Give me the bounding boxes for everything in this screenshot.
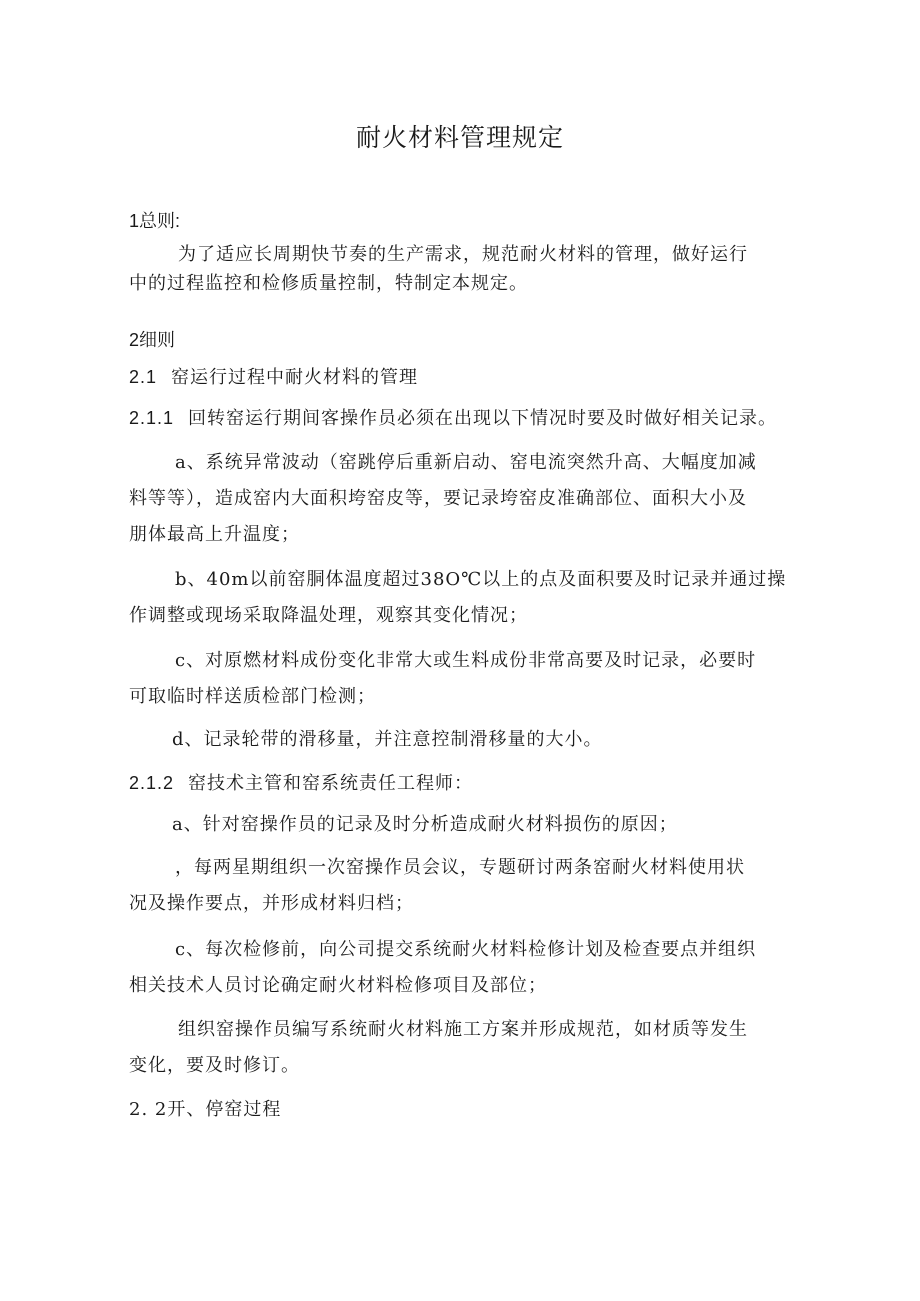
item-a-line-1: a、系统异常波动（窑跳停后重新启动、窑电流突然升高、大幅度加减 [175,452,757,473]
section-2-1-1-text: 回转窑运行期间客操作员必须在出现以下情况时要及时做好相关记录。 [188,408,778,429]
item-b2-line-1: ，每两星期组织一次窑操作员会议，专题研讨两条窑耐火材料使用状 [175,857,745,878]
item-c2-line-2: 相关技术人员讨论确定耐火材料检修项目及部位； [129,975,547,996]
item-d2-line-1: 组织窑操作员编写系统耐火材料施工方案并形成规范，如材质等发生 [178,1019,748,1040]
item-a-line-2: 料等等），造成窑内大面积垮窑皮等，要记录垮窑皮准确部位、面积大小及 [129,488,747,509]
item-c2-line-1: c、每次检修前，向公司提交系统耐火材料检修计划及检查要点并组织 [175,939,757,960]
item-d2-line-2: 变化，要及时修订。 [129,1055,300,1076]
section-2-heading: 2细则 [129,330,176,350]
section-2-2-heading: 2. 2开、停窑过程 [129,1099,282,1120]
section-2-1-2-text: 窑技术主管和窑系统责任工程师： [188,773,474,794]
section-2-1-heading [129,364,418,391]
item-b-line-2: 作调整或现场采取降温处理，观察其变化情况； [129,605,528,626]
general-paragraph-line-1: 为了适应长周期快节奏的生产需求，规范耐火材料的管理，做好运行 [178,244,748,265]
item-c-line-2: 可取临时样送质检部门检测； [129,686,376,707]
general-paragraph-line-2: 中的过程监控和检修质量控制，特制定本规定。 [129,273,528,294]
section-2-1-1-heading [129,405,777,432]
item-b-line-1: b、40m以前窑胴体温度超过38O℃以上的点及面积要及时记录并通过操 [175,569,787,590]
section-2-1-2-number: 2.1.2 [129,773,175,793]
section-2-1-1-number: 2.1.1 [129,408,175,428]
document-title: 耐火材料管理规定 [355,123,564,152]
section-1-heading: 1总则: [129,211,181,231]
item-a-line-3: 朋体最高上升温度； [129,524,300,545]
item-b2-line-2: 况及操作要点，并形成材料归档； [129,893,414,914]
section-2-1-title: 窑运行过程中耐火材料的管理 [171,367,419,388]
item-d-line-1: d、记录轮带的滑移量，并注意控制滑移量的大小。 [172,729,603,750]
section-2-1-2-heading [129,770,473,797]
section-2-1-number: 2.1 [129,367,158,387]
item-c-line-1: c、对原燃材料成份变化非常大或生料成份非常高要及时记录，必要时 [175,650,757,671]
item-a2-line-1: a、针对窑操作员的记录及时分析造成耐火材料损伤的原因； [172,814,678,835]
